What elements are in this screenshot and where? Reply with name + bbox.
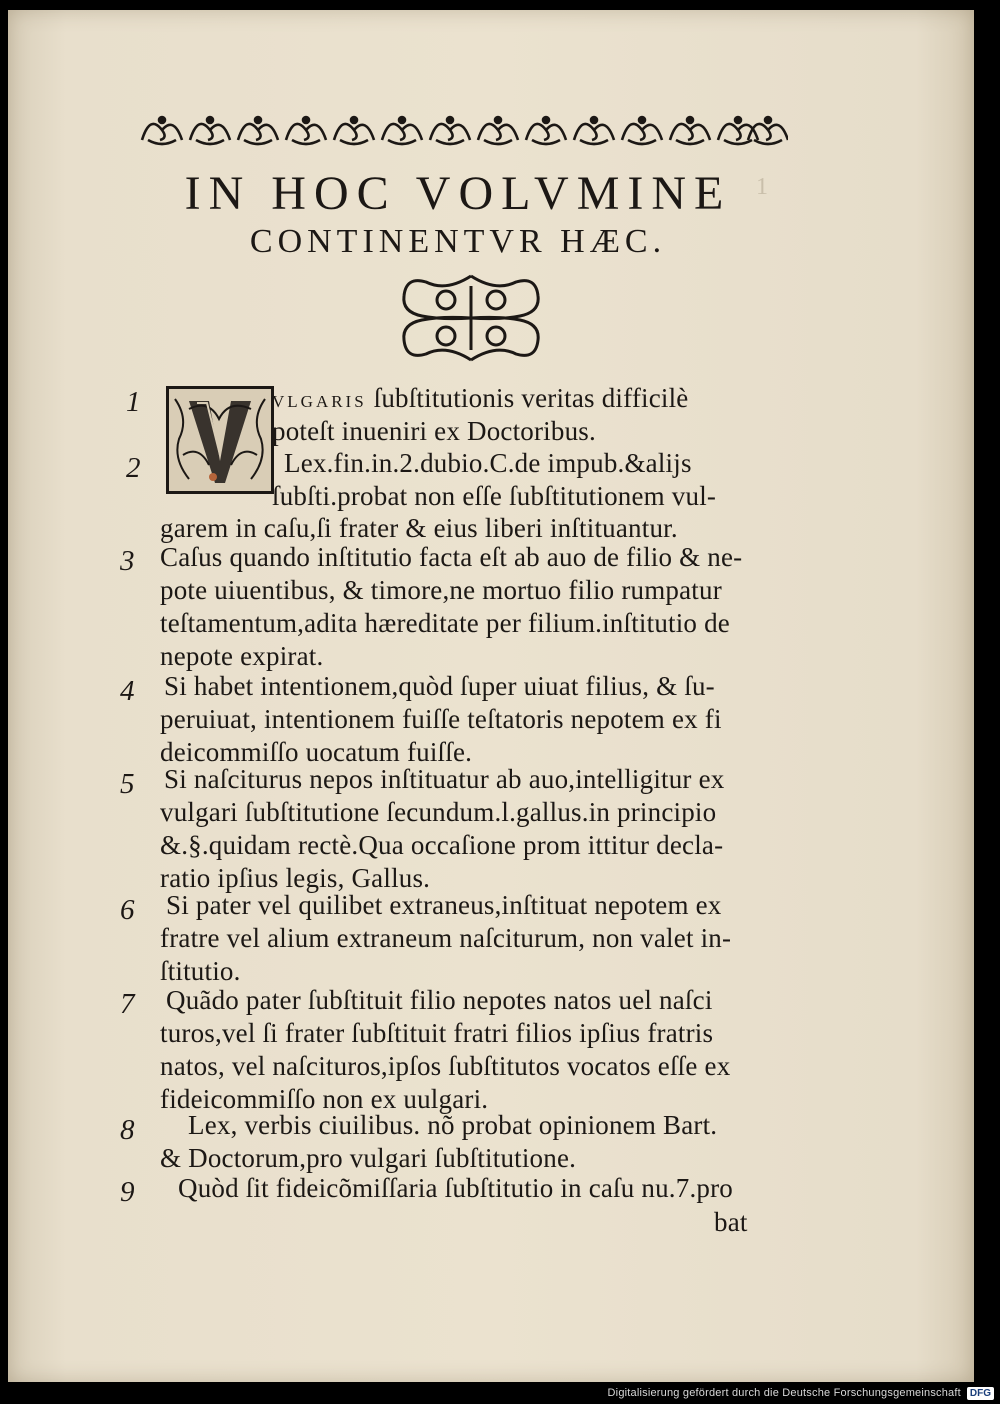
entry-7-line-4: fideicommiſſo non ex uulgari. — [160, 1084, 489, 1114]
entry-5-line-2: vulgari ſubſtitutione ſecundum.l.gallus.in principio — [160, 797, 717, 827]
entry-number: 2 — [126, 452, 141, 484]
entry-1-line-1: VLGARIS ſubſtitutionis veritas difficilè — [272, 383, 689, 413]
entry-number: 6 — [120, 894, 135, 926]
entry-8-line-1: Lex, verbis ciuilibus. nõ probat opinionem Bart. — [188, 1110, 718, 1140]
entry-number: 9 — [120, 1176, 135, 1208]
entry-7-line-2: turos,vel ſi frater ſubſtituit fratri filios ipſius fratris — [160, 1018, 714, 1048]
entry-2-line-2: ſubſti.probat non eſſe ſubſtitutionem vul- — [272, 481, 717, 511]
entry-number: 3 — [120, 545, 135, 577]
entry-3-line-4: nepote expirat. — [160, 641, 324, 671]
entry-9-line-1: Quòd ſit fideicõmiſſaria ſubſtitutio in caſu nu.7.pro — [178, 1173, 734, 1203]
entry-3-line-1: Caſus quando inſtitutio facta eſt ab auo de filio & ne- — [160, 542, 743, 572]
entry-1-line-2: poteſt inueniri ex Doctoribus. — [272, 416, 596, 446]
book-page — [8, 10, 974, 1382]
entry-7-line-1: Quãdo pater ſubſtituit filio nepotes natos uel naſci — [166, 985, 713, 1015]
entry-number: 7 — [120, 988, 135, 1020]
entry-number: 4 — [120, 675, 135, 707]
fleuron-ornament — [396, 272, 546, 364]
entry-number: 8 — [120, 1114, 135, 1146]
page-subtitle: CONTINENTVR HÆC. — [249, 223, 667, 260]
entry-number: 5 — [120, 768, 135, 800]
head-ornament-band — [138, 110, 788, 150]
dfg-logo: DFG — [967, 1387, 994, 1400]
entry-5-line-1: Si naſciturus nepos inſtituatur ab auo,intelligitur ex — [164, 764, 725, 794]
folio-mark: 1 — [756, 174, 768, 200]
catchword: bat — [714, 1207, 748, 1237]
entry-3-line-2: pote uiuentibus, & timore,ne mortuo filio rumpatur — [160, 575, 722, 605]
entry-1-lead-word: VLGARIS — [272, 392, 367, 411]
entry-5-line-4: ratio ipſius legis, Gallus. — [160, 863, 431, 893]
entry-2-line-3: garem in caſu,ſi frater & eius liberi inſtituantur. — [160, 513, 678, 543]
entry-4-line-1: Si habet intentionem,quòd ſuper uiuat filius, & ſu- — [164, 671, 715, 701]
entry-3-line-3: teſtamentum,adita hæreditate per filium.inſtitutio de — [160, 608, 730, 638]
entry-4-line-2: peruiuat, intentionem fuiſſe teſtatoris nepotem ex fi — [160, 704, 722, 734]
decorated-initial — [166, 386, 274, 494]
funding-footer — [608, 1382, 1000, 1404]
entry-8-line-2: & Doctorum,pro vulgari ſubſtitutione. — [160, 1143, 577, 1173]
entry-number: 1 — [126, 386, 141, 418]
entry-7-line-3: natos, vel naſcituros,ipſos ſubſtitutos vocatos eſſe ex — [160, 1051, 731, 1081]
entry-6-line-2: fratre vel alium extraneum naſciturum, non valet in- — [160, 923, 732, 953]
entry-2-line-1: Lex.fin.in.2.dubio.C.de impub.&alijs — [284, 448, 692, 478]
entry-5-line-3: &.§.quidam rectè.Qua occaſione prom ittitur decla- — [160, 830, 724, 860]
page-title: IN HOC VOLVMINE — [184, 167, 732, 220]
funding-text: Digitalisierung gefördert durch die Deutsche Forschungsgemeinschaft — [607, 1387, 961, 1399]
entry-4-line-3: deicommiſſo uocatum fuiſſe. — [160, 737, 473, 767]
entry-6-line-3: ſtitutio. — [160, 956, 241, 986]
entry-6-line-1: Si pater vel quilibet extraneus,inſtituat nepotem ex — [166, 890, 722, 920]
